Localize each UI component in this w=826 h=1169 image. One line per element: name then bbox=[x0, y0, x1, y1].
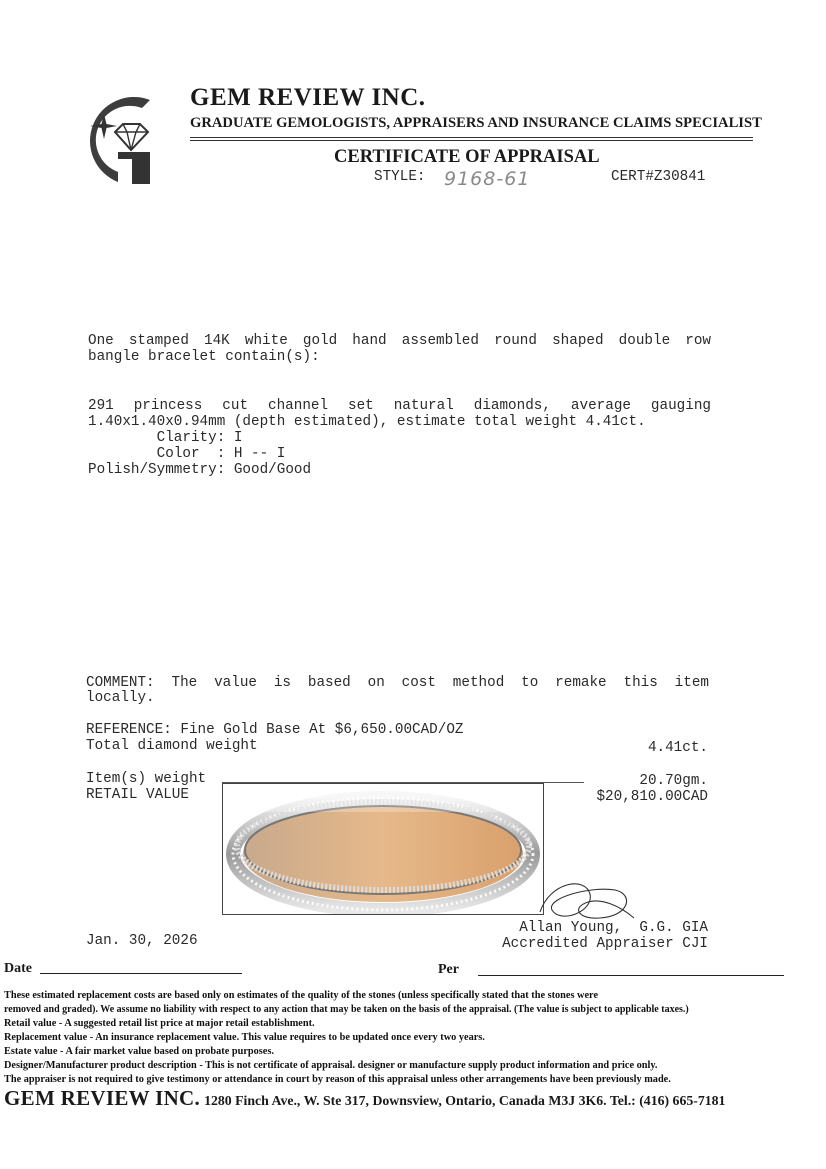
disclaimer-line: Estate value - A fair market value based on probate purposes. bbox=[4, 1046, 274, 1057]
reference-line: REFERENCE: Fine Gold Base At $6,650.00CAD/OZ bbox=[86, 722, 464, 738]
disclaimer-line: Retail value - A suggested retail list price at major retail establishment. bbox=[4, 1018, 315, 1029]
per-field-line bbox=[478, 975, 784, 976]
color-grade: Color : H -- I bbox=[88, 446, 286, 462]
per-field-label: Per bbox=[438, 962, 459, 977]
style-number-handwritten: 9168-61 bbox=[444, 168, 531, 190]
footer-address: 1280 Finch Ave., W. Ste 317, Downsview, Ontario, Canada M3J 3K6. Tel.: (416) 665-7181 bbox=[204, 1093, 726, 1108]
style-label: STYLE: bbox=[374, 169, 426, 185]
polish-symmetry: Polish/Symmetry: Good/Good bbox=[88, 462, 312, 478]
diamond-bangle-photo-icon bbox=[223, 784, 543, 914]
company-logo bbox=[60, 86, 158, 186]
company-name: GEM REVIEW INC. bbox=[190, 84, 426, 111]
item-description-line2: bangle bracelet contain(s): bbox=[88, 349, 320, 365]
header-rule-bottom bbox=[190, 140, 753, 141]
item-weight-value: 20.70gm. bbox=[639, 773, 708, 789]
appraiser-title: Accredited Appraiser CJI bbox=[502, 936, 708, 952]
disclaimer-line: These estimated replacement costs are based only on estimates of the quality of the stones (unless specifically stated that the stones were bbox=[4, 990, 599, 1001]
total-diamond-weight-value: 4.41ct. bbox=[647, 740, 708, 756]
date-field-line bbox=[40, 973, 242, 974]
disclaimer-line: Designer/Manufacturer product description - This is not certificate of appraisal. designer or manufacture supply product information and price only. bbox=[4, 1060, 658, 1071]
document-title: CERTIFICATE OF APPRAISAL bbox=[334, 147, 600, 167]
comment-line1: COMMENT: The value is based on cost method to remake this item bbox=[86, 675, 709, 691]
appraisal-date: Jan. 30, 2026 bbox=[86, 933, 198, 949]
product-photo bbox=[222, 783, 544, 915]
item-weight-label: Item(s) weight bbox=[86, 771, 207, 787]
item-description-line1: One stamped 14K white gold hand assembled round shaped double row bbox=[88, 333, 711, 349]
stones-description-line1: 291 princess cut channel set natural diamonds, average gauging bbox=[88, 398, 711, 414]
disclaimer-line: Replacement value - An insurance replacement value. This value requires to be updated once every two years. bbox=[4, 1032, 485, 1043]
clarity-grade: Clarity: I bbox=[88, 430, 243, 446]
disclaimer-line: removed and graded). We assume no liability with respect to any action that may be taken on the basis of the appraisal. (The value is subject to applicable taxes.) bbox=[4, 1004, 689, 1015]
company-tagline: GRADUATE GEMOLOGISTS, APPRAISERS AND INSURANCE CLAIMS SPECIALIST bbox=[190, 115, 762, 131]
header-rule-top bbox=[190, 137, 753, 138]
cert-value: Z30841 bbox=[653, 169, 706, 185]
footer-company: GEM REVIEW INC. bbox=[4, 1086, 201, 1110]
cert-label: CERT# bbox=[611, 169, 654, 185]
appraiser-name: Allan Young, G.G. GIA bbox=[519, 920, 708, 936]
gem-review-g-diamond-logo-icon bbox=[60, 86, 158, 186]
disclaimer-line: The appraiser is not required to give testimony or attendance in court by reason of this appraisal unless other arrangements have been previously made. bbox=[4, 1074, 671, 1085]
certificate-number bbox=[611, 169, 705, 185]
footer bbox=[4, 1086, 725, 1111]
retail-value-amount: $20,810.00CAD bbox=[596, 789, 708, 805]
retail-value-label: RETAIL VALUE bbox=[86, 787, 189, 803]
comment-line2: locally. bbox=[86, 690, 155, 706]
date-field-label: Date bbox=[4, 961, 32, 976]
total-diamond-weight-label: Total diamond weight bbox=[86, 738, 258, 754]
stones-description-line2: 1.40x1.40x0.94mm (depth estimated), estimate total weight 4.41ct. bbox=[88, 414, 646, 430]
